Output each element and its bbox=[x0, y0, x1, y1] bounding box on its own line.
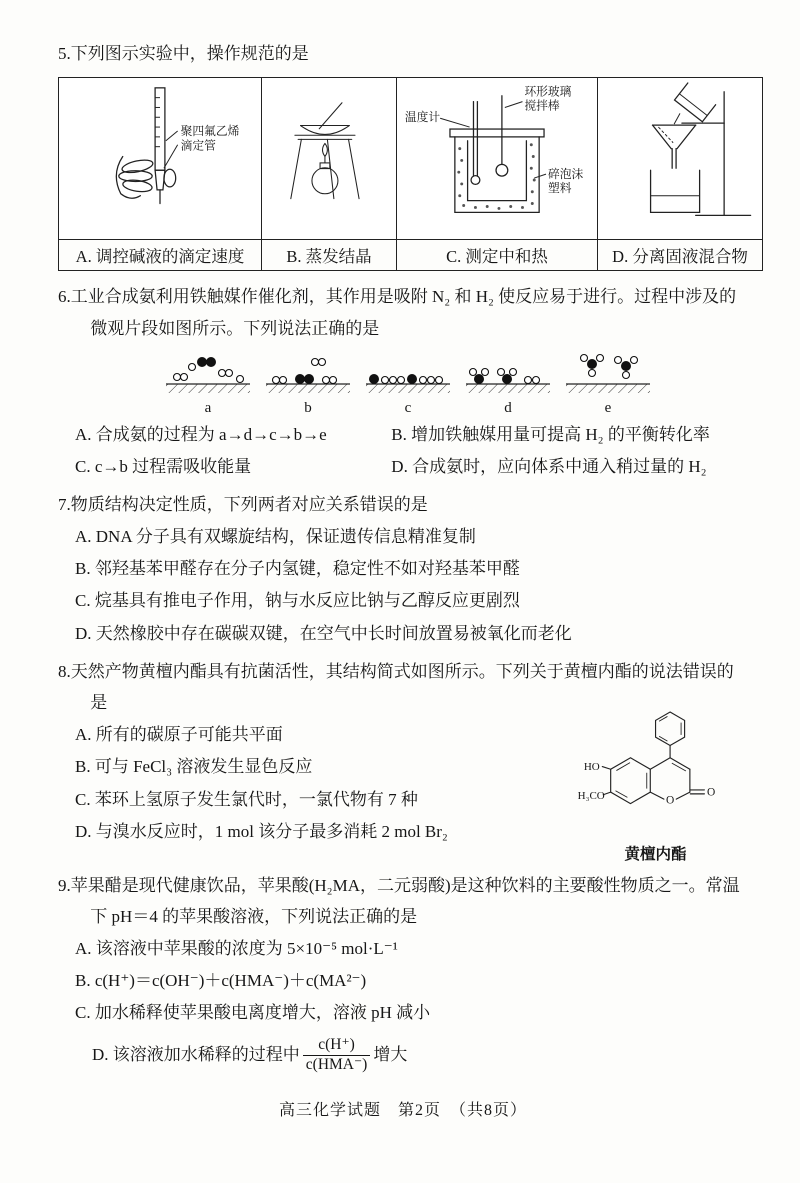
question-6-stem: 6.工业合成氨利用铁触媒作催化剂，其作用是吸附 N₂ 和 H₂ 使反应易于进行。过程中涉及的微观片段如图所示。下列说法正确的是 bbox=[58, 287, 737, 338]
caption-option-d: D. 分离固液混合物 bbox=[598, 240, 763, 271]
surface-stage-a bbox=[162, 350, 254, 417]
surface-c-icon bbox=[362, 350, 454, 394]
surface-a-icon bbox=[162, 350, 254, 394]
stage-label: d bbox=[504, 400, 512, 417]
foam-dots bbox=[457, 144, 535, 211]
page-footer: 高三化学试题 第2页 （共8页） bbox=[278, 1101, 527, 1119]
hydroxyl-label: HO bbox=[583, 761, 600, 774]
neutralization-cell bbox=[397, 78, 598, 240]
evaporation-cell bbox=[262, 78, 397, 240]
dalbergin-structure bbox=[563, 705, 748, 864]
caption-option-a: A. 调控碱液的滴定速度 bbox=[59, 240, 262, 271]
option-a: A. 合成氨的过程为 a→d→c→b→e bbox=[75, 424, 327, 444]
q6-options-row-2 bbox=[58, 451, 748, 483]
carbonyl-oxygen-label: O bbox=[706, 786, 715, 799]
option-c: C. 烷基具有推电子作用，钠与水反应比钠与乙醇反应更剧烈 bbox=[75, 591, 520, 611]
option-c: C. 加水稀释使苹果酸电离度增大，溶液 pH 减小 bbox=[75, 1003, 431, 1023]
option-a: A. 该溶液中苹果酸的浓度为 5×10⁻⁵ mol·L⁻¹ bbox=[75, 938, 398, 958]
foam-label-line1: 碎泡沫 bbox=[547, 168, 584, 182]
thermometer-label: 温度计 bbox=[404, 111, 441, 125]
calorimetry-illustration-icon bbox=[399, 80, 595, 232]
stirrer-label-line2: 搅拌棒 bbox=[524, 99, 560, 113]
stirrer-label-line1: 环形玻璃 bbox=[524, 86, 572, 100]
surface-e-icon bbox=[562, 350, 654, 394]
option-a: A. 所有的碳原子可能共平面 bbox=[75, 724, 283, 744]
stage-label: e bbox=[604, 400, 612, 417]
q8-options bbox=[58, 719, 748, 864]
q7-options bbox=[58, 521, 748, 650]
option-a: A. DNA 分子具有双螺旋结构，保证遗传信息精准复制 bbox=[75, 526, 476, 546]
question-7 bbox=[58, 489, 748, 650]
foam-label-line2: 塑料 bbox=[547, 182, 572, 196]
titration-illustration-icon bbox=[61, 80, 259, 232]
stage-label: c bbox=[404, 400, 412, 417]
option-b: B. 增加铁触媒用量可提高 H₂ 的平衡转化率 bbox=[391, 424, 710, 444]
option-d: D. 与溴水反应时，1 mol 该分子最多消耗 2 mol Br₂ bbox=[75, 821, 448, 841]
option-c: C. c→b 过程需吸收能量 bbox=[75, 457, 252, 477]
methoxy-label: H₃CO bbox=[577, 790, 605, 803]
caption-option-c: C. 测定中和热 bbox=[397, 240, 598, 271]
question-8-stem: 8.天然产物黄檀内酯具有抗菌活性，其结构简式如图所示。下列关于黄檀内酯的说法错误的是 bbox=[58, 662, 734, 713]
surface-stage-e bbox=[562, 350, 654, 417]
q6-options-row-1 bbox=[58, 419, 748, 451]
option-d-prefix: D. 该溶液加水稀释的过程中 bbox=[92, 1045, 300, 1065]
question-5-stem: 5.下列图示实验中，操作规范的是 bbox=[58, 44, 309, 63]
fraction-numerator: c(H⁺) bbox=[303, 1036, 371, 1057]
pouring-beaker bbox=[675, 83, 716, 122]
surface-stage-c bbox=[362, 350, 454, 417]
option-b: B. 邻羟基苯甲醛存在分子内氢键，稳定性不如对羟基苯甲醛 bbox=[75, 559, 520, 579]
option-b: B. c(H⁺)＝c(OH⁻)＋c(HMA⁻)＋c(MA²⁻) bbox=[75, 971, 367, 991]
surface-stage-b bbox=[262, 350, 354, 417]
option-d: D. 天然橡胶中存在碳碳双键，在空气中长时间放置易被氧化而老化 bbox=[75, 623, 572, 643]
option-c: C. 苯环上氢原子发生氯代时，一氯代物有 7 种 bbox=[75, 789, 418, 809]
option-d: D. 合成氨时，应向体系中通入稍过量的 H₂ bbox=[391, 457, 707, 477]
dalbergin-structure-icon bbox=[566, 705, 746, 837]
adsorption-diagram bbox=[68, 350, 748, 417]
question-8 bbox=[58, 656, 748, 864]
question-7-stem: 7.物质结构决定性质，下列两者对应关系错误的是 bbox=[58, 495, 428, 515]
stage-label: b bbox=[304, 400, 312, 417]
filtration-cell bbox=[598, 78, 763, 240]
question-9 bbox=[58, 870, 748, 1075]
surface-b-icon bbox=[262, 350, 354, 394]
fraction-denominator: c(HMA⁻) bbox=[305, 1056, 368, 1074]
concentration-ratio-fraction bbox=[303, 1036, 371, 1075]
structure-caption: 黄檀内酯 bbox=[624, 845, 687, 863]
option-d bbox=[75, 1036, 748, 1075]
stage-label: a bbox=[204, 400, 212, 417]
question-6 bbox=[58, 281, 748, 483]
ptfe-label-line1: 聚四氟乙烯 bbox=[180, 125, 240, 139]
option-b: B. 可与 FeCl₃ 溶液发生显色反应 bbox=[75, 757, 313, 777]
option-d-suffix: 增大 bbox=[373, 1045, 408, 1065]
q9-options bbox=[58, 933, 748, 1075]
ring-oxygen-label: O bbox=[665, 794, 674, 807]
experiment-table bbox=[58, 77, 763, 271]
surface-d-icon bbox=[462, 350, 554, 394]
question-5 bbox=[58, 38, 748, 271]
question-9-stem: 9.苹果醋是现代健康饮品，苹果酸(H₂MA，二元弱酸)是这种饮料的主要酸性物质之一。常温下 pH＝4 的苹果酸溶液，下列说法正确的是 bbox=[58, 875, 740, 927]
caption-option-b: B. 蒸发结晶 bbox=[262, 240, 397, 271]
surface-stage-d bbox=[462, 350, 554, 417]
filtration-illustration-icon bbox=[600, 80, 760, 232]
ptfe-label-line2: 滴定管 bbox=[180, 140, 216, 154]
titration-cell bbox=[59, 78, 262, 240]
evaporation-illustration-icon bbox=[264, 80, 394, 232]
